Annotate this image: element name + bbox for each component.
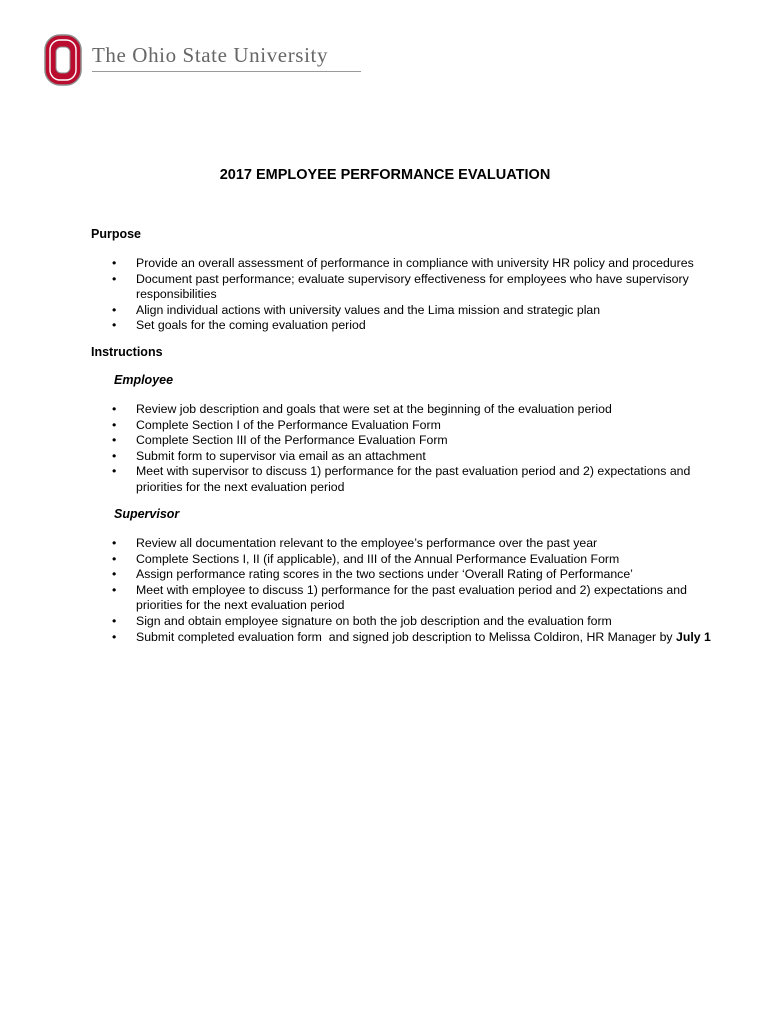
bullet-icon: •: [112, 582, 117, 597]
list-item: • Assign performance rating scores in the two sections under ‘Overall Rating of Performance’: [112, 567, 633, 582]
bullet-icon: •: [112, 417, 117, 432]
purpose-heading: Purpose: [91, 227, 142, 241]
list-item: • Provide an overall assessment of performance in compliance with university HR policy and procedures: [112, 256, 694, 270]
list-item: • Set goals for the coming evaluation period: [112, 318, 366, 333]
bullet-icon: •: [112, 256, 117, 270]
list-item: • Review job description and goals that were set at the beginning of the evaluation period: [112, 402, 612, 416]
bullet-icon: •: [112, 318, 117, 333]
bullet-icon: •: [112, 271, 117, 286]
university-wordmark: [92, 43, 328, 68]
bullet-icon: •: [112, 302, 117, 317]
list-item: • Submit form to supervisor via email as an attachment: [112, 448, 426, 463]
bullet-icon: •: [112, 551, 117, 566]
block-o-logo-icon: [44, 34, 82, 86]
bullet-icon: •: [112, 567, 117, 582]
bullet-icon: •: [112, 433, 117, 448]
deadline-date: July 1: [675, 629, 711, 644]
list-item: • Complete Section III of the Performance Evaluation Form: [112, 433, 448, 448]
list-item: • Document past performance; evaluate supervisory effectiveness for employees who have supervisory responsibilities: [112, 271, 689, 302]
instructions-heading: Instructions: [91, 345, 163, 359]
list-item: • Meet with supervisor to discuss 1) performance for the past evaluation period and 2) expectations and priorities for the next evaluation period: [112, 464, 691, 494]
list-item: • Complete Sections I, II (if applicable), and III of the Annual Performance Evaluation Form: [112, 551, 620, 566]
header-divider: [92, 71, 361, 72]
bullet-icon: •: [112, 629, 117, 644]
bullet-icon: •: [112, 448, 117, 463]
list-item: • Complete Section I of the Performance Evaluation Form: [112, 417, 441, 432]
bullet-icon: •: [112, 402, 117, 416]
document-title: 2017 EMPLOYEE PERFORMANCE EVALUATION: [219, 167, 551, 183]
employee-heading: Employee: [114, 373, 174, 387]
bullet-icon: •: [112, 464, 117, 479]
list-item: • Meet with employee to discuss 1) performance for the past evaluation period and 2) expectations and priorities for the next evaluation period: [112, 582, 687, 613]
bullet-icon: •: [112, 536, 117, 550]
supervisor-heading: Supervisor: [114, 507, 180, 521]
list-item: • Sign and obtain employee signature on both the job description and the evaluation form: [112, 613, 612, 628]
purpose-list: [0, 256, 716, 334]
list-item: • Review all documentation relevant to the employee’s performance over the past year: [112, 536, 598, 550]
list-item: • Align individual actions with university values and the Lima mission and strategic plan: [112, 302, 601, 317]
bullet-icon: •: [112, 613, 117, 628]
supervisor-list: [0, 536, 716, 645]
university-name: The Ohio State University: [92, 43, 329, 67]
employee-list: [0, 402, 716, 496]
list-item: • Submit completed evaluation form and signed job description to Melissa Coldiron, HR Manager by July 1: [112, 629, 711, 644]
